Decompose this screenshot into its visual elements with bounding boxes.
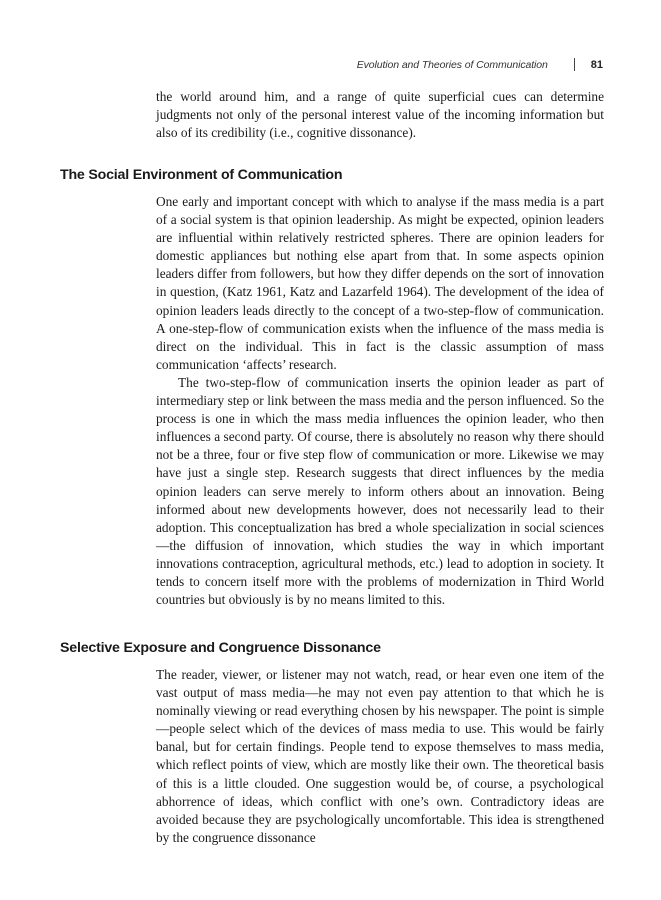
intro-paragraph: the world around him, and a range of quite superficial cues can determine judgments not only of the personal interest value of the incoming information but also of its credibility (i.e., cognitive dissonance). <box>156 89 604 141</box>
section-social-environment-body <box>156 193 604 609</box>
running-header <box>357 58 603 71</box>
body-paragraph: The two-step-flow of communication inserts the opinion leader as part of intermediary step or link between the mass media and the person influenced. So the process is one in which the mass media influences the opinion leader, who then influences a second party. Of course, there is absolutely no reason why there should not be a three, four or five step flow of communication or more. Likewise we may have just a single step. Research suggests that direct influences by the media opinion leaders can serve merely to inform others about an innovation. Being informed about new developments however, does not necessarily lead to their adoption. This conceptualization has bred a whole specialization in social sciences—the diffusion of innovation, which studies the way in which important innovations contraception, agricultural methods, etc.) lead to adoption in society. It tends to concern itself more with the problems of modernization in Third World countries but obviously is by no means limited to this. <box>156 374 604 608</box>
body-paragraph: The reader, viewer, or listener may not watch, read, or hear even one item of the vast output of mass media—he may not even pay attention to that which he is nominally viewing or read everything chosen by his newspaper. The point is simple—people select which of the devices of mass media to use. This would be fairly banal, but for certain findings. People tend to expose themselves to mass media, which reflect points of view, which are mostly like their own. The theoretical basis of this is a little clouded. One suggestion would be, of course, a psychological abhorrence of ideas, which conflict with one’s own. Contradictory ideas are avoided because they are psychologically uncomfortable. This idea is strengthened by the congruence dissonance <box>156 667 604 845</box>
section-heading-selective-exposure: Selective Exposure and Congruence Dissonance <box>60 640 381 656</box>
body-paragraph: One early and important concept with which to analyse if the mass media is a part of a social system is that opinion leadership. As might be expected, opinion leaders are influential within relatively restricted spheres. There are opinion leaders for domestic appliances but nothing else apart from that. In some aspects opinion leaders differ from followers, but how they differ depends on the sort of innovation in question, (Katz 1961, Katz and Lazarfeld 1964). The development of the idea of opinion leaders leads directly to the concept of a two-step-flow of communication. A one-step-flow of communication exists when the influence of the mass media is direct on the individual. This in fact is the classic assumption of mass communication ‘affects’ research. <box>156 194 604 372</box>
header-divider <box>574 58 575 71</box>
section-heading-social-environment: The Social Environment of Communication <box>60 167 343 183</box>
intro-text-block <box>156 88 604 142</box>
page-number: 81 <box>590 58 603 71</box>
running-title: Evolution and Theories of Communication <box>356 58 548 71</box>
section-selective-exposure-body <box>156 666 604 847</box>
